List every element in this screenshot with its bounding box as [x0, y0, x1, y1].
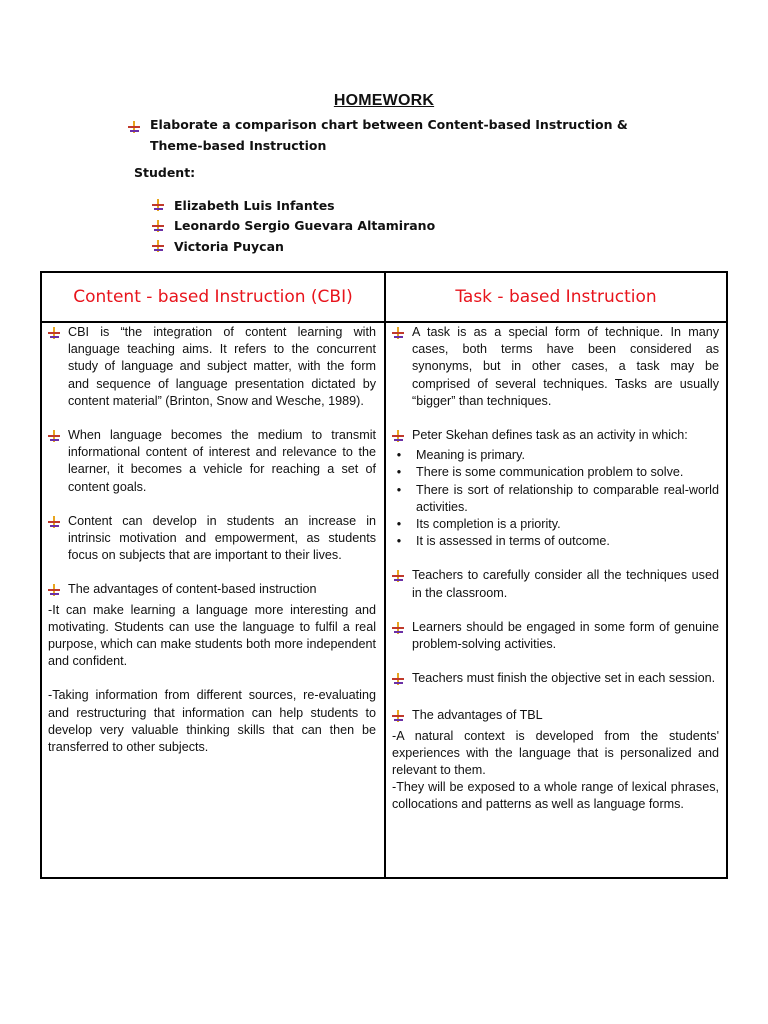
student-name: Elizabeth Luis Infantes	[174, 197, 335, 213]
tbi-heading: Task - based Instruction	[455, 287, 657, 307]
student-list	[152, 195, 435, 257]
sub-bullet: •	[396, 534, 402, 549]
sub-bullet: •	[396, 465, 402, 480]
sub-bullet: •	[396, 517, 402, 532]
sub-item	[392, 516, 719, 533]
sub-item-text: There is sort of relationship to comparable real-world activities.	[416, 482, 719, 514]
cbi-point: When language becomes the medium to transmit informational content of interest and relevance to the learner, it becomes a vehicle for reaching a set of content goals.	[68, 428, 376, 494]
tbi-point: Teachers must finish the objective set in each session.	[412, 671, 716, 686]
bullet-icon	[152, 199, 164, 211]
bullet-icon	[48, 430, 60, 442]
list-item	[48, 513, 376, 565]
bullet-icon	[392, 430, 404, 442]
sub-item-text: There is some communication problem to solve.	[416, 465, 684, 480]
list-item	[48, 581, 376, 601]
bullet-icon	[392, 673, 404, 685]
student-name: Leonardo Sergio Guevara Altamirano	[174, 218, 436, 234]
header-divider	[42, 321, 726, 323]
bullet-icon	[392, 622, 404, 634]
list-item	[48, 324, 376, 410]
page-title: HOMEWORK	[333, 92, 435, 109]
task-text: Elaborate a comparison chart between Content-based Instruction & Theme-based Instruction	[150, 117, 628, 153]
list-item	[392, 670, 719, 690]
cbi-advantage: -It can make learning a language more interesting and motivating. Students can use the language to fulfil a real purpose, which can make students both more independent and confident.	[48, 602, 376, 669]
tbi-advantage: -They will be exposed to a whole range of lexical phrases, collocations and patterns as well as language forms.	[392, 780, 719, 812]
student-item	[152, 195, 435, 216]
bullet-icon	[392, 710, 404, 722]
student-item	[152, 216, 435, 237]
sub-item	[392, 533, 719, 550]
tbi-point: Learners should be engaged in some form of genuine problem-solving activities.	[412, 619, 719, 652]
task-line	[128, 114, 648, 156]
bullet-icon	[48, 584, 60, 596]
sub-item	[392, 447, 719, 464]
cbi-advantage: -Taking information from different sources, re-evaluating and restructuring that information can help students to develop very valuable thinking skills that can then be transferred to other subjects.	[48, 688, 376, 755]
tbi-point: Teachers to carefully consider all the techniques used in the classroom.	[412, 568, 719, 600]
sub-item	[392, 482, 719, 516]
list-item	[392, 707, 719, 727]
tbi-advantage: -A natural context is developed from the students' experiences with the language that is personalized and relevant to them.	[392, 728, 719, 778]
tbi-definition: A task is as a special form of technique. In many cases, both terms have been considered as synonyms, but in other cases, a task may be comprised of several techniques. Tasks are usually “bigger” than techniques.	[412, 325, 719, 408]
bullet-icon	[48, 327, 60, 339]
list-item	[392, 567, 719, 601]
student-name: Victoria Puycan	[174, 238, 284, 254]
sub-bullet: •	[396, 448, 402, 463]
column-divider	[384, 273, 386, 877]
cbi-heading: Content - based Instruction (CBI)	[73, 287, 353, 307]
bullet-icon	[392, 570, 404, 582]
sub-bullet: •	[396, 482, 402, 497]
cbi-advantages-heading: The advantages of content-based instruction	[68, 582, 317, 597]
sub-item-text: Its completion is a priority.	[416, 517, 561, 532]
tbi-point: Peter Skehan defines task as an activity in which:	[412, 428, 688, 443]
comparison-table	[40, 271, 728, 879]
list-item	[48, 427, 376, 496]
list-item	[392, 324, 719, 410]
student-label: Student:	[134, 165, 196, 180]
cbi-point: Content can develop in students an increase in intrinsic motivation and empowerment, as students focus on subjects that are important to their lives.	[68, 513, 376, 563]
bullet-icon	[152, 240, 164, 252]
bullet-icon	[48, 516, 60, 528]
sub-item-text: Meaning is primary.	[416, 448, 525, 463]
cbi-definition: CBI is “the integration of content learning with language teaching aims. It refers to the concurrent study of language and subject matter, with the form and sequence of language presentation dictated by content material” (Brinton, Snow and Wesche, 1989).	[68, 325, 376, 408]
list-item	[392, 619, 719, 653]
sub-item-text: It is assessed in terms of outcome.	[416, 534, 610, 549]
list-item	[392, 427, 719, 447]
bullet-icon	[392, 327, 404, 339]
bullet-icon	[152, 220, 164, 232]
tbi-advantages-heading: The advantages of TBL	[412, 708, 543, 723]
cbi-column	[48, 324, 376, 756]
tbi-column	[392, 324, 719, 814]
sub-item	[392, 464, 719, 481]
student-item	[152, 236, 435, 257]
bullet-icon	[128, 121, 140, 133]
